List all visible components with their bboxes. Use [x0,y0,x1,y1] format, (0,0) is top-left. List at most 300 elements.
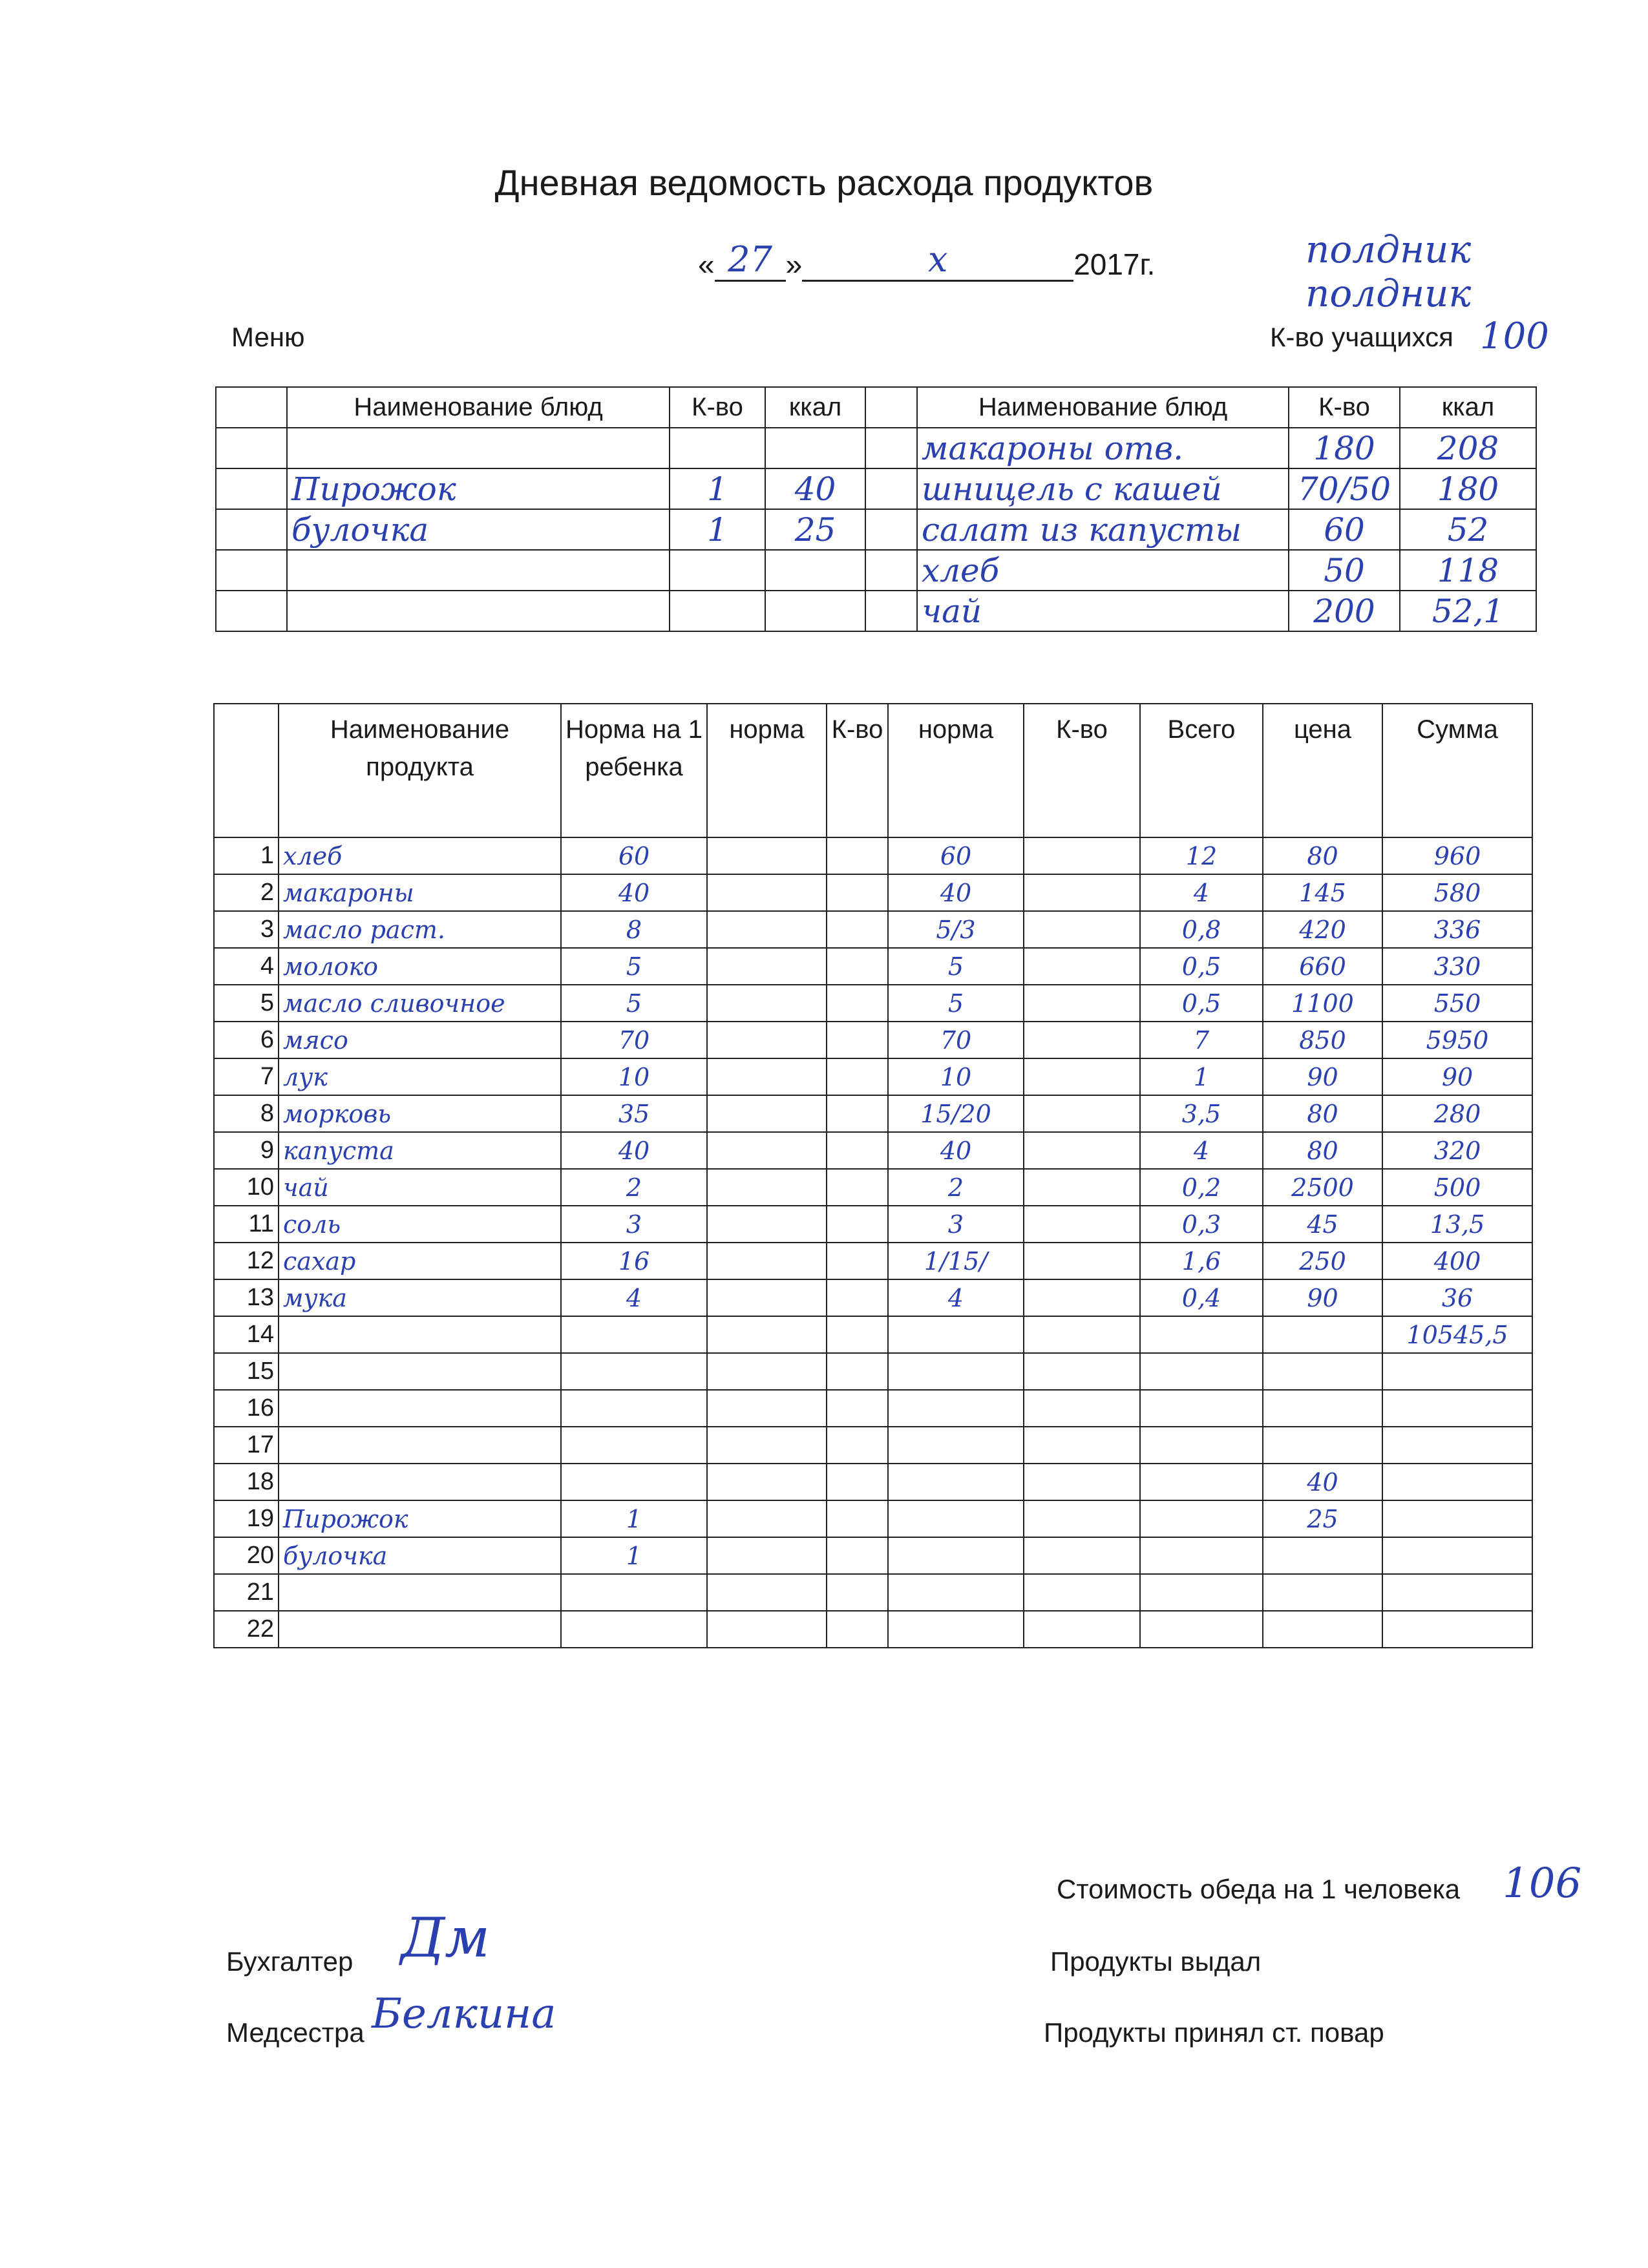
prod-total: 7 [1140,1022,1263,1058]
prod-sum [1382,1611,1532,1648]
menu-header-qty-right: К-во [1289,387,1400,428]
prod-row-number: 2 [214,874,279,911]
prod-price: 420 [1263,911,1382,948]
prod-header-norm-per-child: Норма на 1 ребенка [561,704,707,837]
prod-norm-per-child: 8 [561,911,707,948]
prod-header-total: Всего [1140,704,1263,837]
prod-row-number: 14 [214,1316,279,1353]
prod-qty-2 [1024,1464,1140,1500]
menu-dish-left [287,428,670,468]
prod-total: 0,3 [1140,1206,1263,1243]
menu-dish-right: макароны отв. [917,428,1289,468]
prod-norm-2: 70 [888,1022,1024,1058]
prod-norm-2 [888,1316,1024,1353]
prod-norm-per-child: 1 [561,1537,707,1574]
menu-kcal-left: 25 [765,509,865,550]
prod-price: 80 [1263,1132,1382,1169]
prod-norm-per-child: 35 [561,1095,707,1132]
prod-norm-2 [888,1464,1024,1500]
prod-norm-per-child: 2 [561,1169,707,1206]
cost-label: Стоимость обеда на 1 человека [1057,1874,1461,1904]
prod-qty-2 [1024,1500,1140,1537]
prod-total: 12 [1140,837,1263,874]
prod-row-number: 11 [214,1206,279,1243]
menu-header-dish-right: Наименование блюд [917,387,1289,428]
prod-qty-2 [1024,1132,1140,1169]
menu-label: Меню [231,322,305,352]
cost-value: 106 [1503,1860,1582,1907]
menu-kcal-left [765,550,865,591]
prod-qty-2 [1024,1316,1140,1353]
prod-row-number: 16 [214,1390,279,1427]
prod-price [1263,1611,1382,1648]
prod-qty [827,1022,888,1058]
menu-kcal-right: 52,1 [1400,591,1536,631]
prod-norm [707,1206,827,1243]
prod-norm-per-child [561,1611,707,1648]
prod-row-number: 3 [214,911,279,948]
prod-name: молоко [279,948,561,985]
prod-qty [827,1279,888,1316]
prod-norm-per-child: 10 [561,1058,707,1095]
prod-name: лук [279,1058,561,1095]
menu-row [216,468,1536,509]
prod-sum: 960 [1382,837,1532,874]
issued-by-label: Продукты выдал [1050,1946,1262,1977]
prod-total [1140,1390,1263,1427]
prod-qty [827,1095,888,1132]
table-row [214,1574,1532,1611]
menu-table-header [216,387,1536,428]
prod-total: 0,2 [1140,1169,1263,1206]
received-by-label: Продукты принял ст. повар [1044,2017,1384,2048]
date-year: 2017г. [1073,247,1156,281]
prod-header-qty-2: К-во [1024,704,1140,837]
prod-norm-2: 3 [888,1206,1024,1243]
menu-table [215,386,1537,632]
prod-qty [827,948,888,985]
table-row [214,1537,1532,1574]
menu-kcal-right: 180 [1400,468,1536,509]
menu-dish-left [287,591,670,631]
prod-qty-2 [1024,1537,1140,1574]
table-row [214,985,1532,1022]
prod-row-number: 21 [214,1574,279,1611]
prod-total: 0,5 [1140,948,1263,985]
prod-row-number: 4 [214,948,279,985]
menu-qty-right: 50 [1289,550,1400,591]
menu-header-blank-left [216,387,287,428]
prod-qty [827,1427,888,1464]
page-title: Дневная ведомость расхода продуктов [494,162,1154,203]
prod-price [1263,1316,1382,1353]
prod-price: 80 [1263,1095,1382,1132]
date-open-quote: « [698,247,715,281]
prod-norm-per-child: 1 [561,1500,707,1537]
prod-sum: 550 [1382,985,1532,1022]
prod-row-number: 6 [214,1022,279,1058]
nurse-label: Медсестра [226,2017,364,2048]
prod-qty [827,1169,888,1206]
prod-name: мясо [279,1022,561,1058]
prod-qty-2 [1024,985,1140,1022]
prod-name: масло сливочное [279,985,561,1022]
prod-qty [827,1537,888,1574]
menu-kcal-right: 52 [1400,509,1536,550]
prod-name: сахар [279,1243,561,1279]
prod-qty [827,1500,888,1537]
prod-name [279,1316,561,1353]
menu-row [216,428,1536,468]
table-row [214,1500,1532,1537]
prod-row-number: 12 [214,1243,279,1279]
prod-norm-2: 1/15/ [888,1243,1024,1279]
prod-price: 25 [1263,1500,1382,1537]
prod-name: морковь [279,1095,561,1132]
prod-qty-2 [1024,1022,1140,1058]
prod-qty [827,1243,888,1279]
prod-sum: 580 [1382,874,1532,911]
prod-qty-2 [1024,874,1140,911]
prod-row-number: 9 [214,1132,279,1169]
prod-norm-2: 15/20 [888,1095,1024,1132]
prod-norm-per-child: 70 [561,1022,707,1058]
prod-row-number: 7 [214,1058,279,1095]
prod-norm [707,985,827,1022]
prod-total [1140,1500,1263,1537]
prod-name [279,1390,561,1427]
prod-total [1140,1611,1263,1648]
prod-norm-per-child: 5 [561,985,707,1022]
prod-price [1263,1574,1382,1611]
prod-qty-2 [1024,911,1140,948]
date-line [698,239,1155,282]
menu-row [216,550,1536,591]
prod-row-number: 17 [214,1427,279,1464]
prod-total [1140,1427,1263,1464]
prod-norm-2 [888,1574,1024,1611]
prod-norm [707,1574,827,1611]
table-row [214,1243,1532,1279]
prod-sum: 336 [1382,911,1532,948]
prod-name: хлеб [279,837,561,874]
prod-total [1140,1316,1263,1353]
prod-norm-per-child: 60 [561,837,707,874]
prod-header-norm: норма [707,704,827,837]
prod-norm [707,1022,827,1058]
prod-name: масло раст. [279,911,561,948]
menu-kcal-left [765,591,865,631]
prod-total [1140,1464,1263,1500]
prod-price: 850 [1263,1022,1382,1058]
prod-sum: 320 [1382,1132,1532,1169]
prod-qty-2 [1024,837,1140,874]
menu-dish-right: салат из капусты [917,509,1289,550]
prod-sum [1382,1574,1532,1611]
menu-header-qty-left: К-во [670,387,765,428]
prod-norm [707,1095,827,1132]
prod-norm-per-child: 3 [561,1206,707,1243]
menu-kcal-right: 208 [1400,428,1536,468]
table-row [214,1058,1532,1095]
prod-norm [707,1058,827,1095]
prod-total: 3,5 [1140,1095,1263,1132]
table-row [214,1095,1532,1132]
table-row [214,1353,1532,1390]
prod-norm [707,1537,827,1574]
prod-price [1263,1390,1382,1427]
prod-row-number: 22 [214,1611,279,1648]
prod-qty-2 [1024,1169,1140,1206]
prod-total: 4 [1140,1132,1263,1169]
prod-name: чай [279,1169,561,1206]
table-row [214,1022,1532,1058]
table-row [214,1279,1532,1316]
prod-norm-2: 2 [888,1169,1024,1206]
menu-row [216,591,1536,631]
prod-sum [1382,1464,1532,1500]
prod-qty-2 [1024,1279,1140,1316]
prod-norm [707,1464,827,1500]
prod-price: 45 [1263,1206,1382,1243]
prod-name [279,1427,561,1464]
prod-qty-2 [1024,1353,1140,1390]
date-day: 27 [715,239,786,282]
prod-sum [1382,1427,1532,1464]
prod-row-number: 5 [214,985,279,1022]
prod-qty-2 [1024,1058,1140,1095]
prod-qty [827,1464,888,1500]
prod-norm-per-child [561,1353,707,1390]
table-row [214,911,1532,948]
menu-qty-left [670,591,765,631]
students-label: К-во учащихся [1270,322,1453,352]
prod-price: 2500 [1263,1169,1382,1206]
prod-row-number: 13 [214,1279,279,1316]
prod-name: мука [279,1279,561,1316]
prod-norm-2 [888,1353,1024,1390]
prod-qty [827,1574,888,1611]
prod-row-number: 18 [214,1464,279,1500]
table-row [214,1611,1532,1648]
products-table [213,703,1533,1648]
menu-qty-left [670,550,765,591]
prod-norm-per-child: 4 [561,1279,707,1316]
prod-norm [707,874,827,911]
meal-note-line-2: полдник [1305,271,1472,315]
table-row [214,1316,1532,1353]
prod-row-number: 1 [214,837,279,874]
prod-price: 660 [1263,948,1382,985]
prod-sum: 5950 [1382,1022,1532,1058]
prod-sum: 500 [1382,1169,1532,1206]
prod-row-number: 19 [214,1500,279,1537]
prod-total [1140,1574,1263,1611]
prod-total: 4 [1140,874,1263,911]
prod-qty [827,1132,888,1169]
prod-name [279,1611,561,1648]
prod-total: 0,8 [1140,911,1263,948]
prod-norm-per-child [561,1574,707,1611]
prod-norm-per-child [561,1316,707,1353]
prod-total: 1 [1140,1058,1263,1095]
prod-qty [827,1316,888,1353]
menu-qty-right: 70/50 [1289,468,1400,509]
prod-qty [827,911,888,948]
prod-price [1263,1427,1382,1464]
prod-norm-2: 5 [888,985,1024,1022]
menu-dish-left [287,550,670,591]
prod-qty-2 [1024,1390,1140,1427]
prod-qty [827,985,888,1022]
prod-price: 250 [1263,1243,1382,1279]
prod-row-number: 20 [214,1537,279,1574]
accountant-signature: Дм [401,1906,490,1969]
prod-qty-2 [1024,1611,1140,1648]
prod-norm-2: 5 [888,948,1024,985]
prod-name: соль [279,1206,561,1243]
prod-total [1140,1353,1263,1390]
products-table-header [214,704,1532,837]
prod-sum: 90 [1382,1058,1532,1095]
prod-norm [707,1243,827,1279]
prod-sum [1382,1537,1532,1574]
prod-name: Пирожок [279,1500,561,1537]
prod-norm-2: 40 [888,1132,1024,1169]
prod-name: булочка [279,1537,561,1574]
prod-norm-2: 10 [888,1058,1024,1095]
prod-name: капуста [279,1132,561,1169]
prod-norm-2: 5/3 [888,911,1024,948]
prod-header-norm-2: норма [888,704,1024,837]
prod-norm-2: 40 [888,874,1024,911]
prod-sum: 36 [1382,1279,1532,1316]
menu-dish-left: Пирожок [287,468,670,509]
menu-qty-left: 1 [670,468,765,509]
prod-norm-2: 60 [888,837,1024,874]
prod-header-num [214,704,279,837]
date-month: x [802,239,1073,282]
prod-header-price: цена [1263,704,1382,837]
menu-dish-right: хлеб [917,550,1289,591]
prod-row-number: 10 [214,1169,279,1206]
menu-qty-left [670,428,765,468]
menu-header-kcal-right: ккал [1400,387,1536,428]
menu-kcal-right: 118 [1400,550,1536,591]
prod-qty [827,1353,888,1390]
table-row [214,1390,1532,1427]
prod-qty [827,1390,888,1427]
prod-norm-per-child: 40 [561,874,707,911]
table-row [214,874,1532,911]
menu-row [216,509,1536,550]
prod-qty [827,874,888,911]
table-row [214,1206,1532,1243]
prod-norm-2 [888,1390,1024,1427]
menu-dish-right: чай [917,591,1289,631]
prod-qty [827,837,888,874]
prod-qty-2 [1024,1243,1140,1279]
prod-sum [1382,1500,1532,1537]
prod-name [279,1464,561,1500]
menu-header-blank-right [865,387,917,428]
table-row [214,837,1532,874]
prod-sum [1382,1390,1532,1427]
prod-qty [827,1611,888,1648]
prod-norm [707,1279,827,1316]
prod-price: 90 [1263,1058,1382,1095]
prod-norm [707,948,827,985]
meal-note-line-1: полдник [1305,227,1472,271]
prod-norm-per-child [561,1427,707,1464]
prod-norm-per-child [561,1390,707,1427]
prod-norm-per-child [561,1464,707,1500]
menu-header-kcal-left: ккал [765,387,865,428]
prod-price: 90 [1263,1279,1382,1316]
prod-norm-per-child: 16 [561,1243,707,1279]
menu-kcal-left: 40 [765,468,865,509]
menu-qty-right: 200 [1289,591,1400,631]
prod-norm [707,1316,827,1353]
menu-qty-right: 180 [1289,428,1400,468]
nurse-signature: Белкина [372,1990,556,2038]
prod-price: 1100 [1263,985,1382,1022]
prod-qty-2 [1024,948,1140,985]
prod-sum [1382,1353,1532,1390]
menu-dish-left: булочка [287,509,670,550]
prod-norm [707,1390,827,1427]
prod-name: макароны [279,874,561,911]
prod-header-sum: Сумма [1382,704,1532,837]
menu-qty-right: 60 [1289,509,1400,550]
prod-header-qty: К-во [827,704,888,837]
table-row [214,1132,1532,1169]
prod-norm [707,911,827,948]
prod-qty-2 [1024,1095,1140,1132]
prod-price: 145 [1263,874,1382,911]
menu-dish-right: шницель с кашей [917,468,1289,509]
menu-header-dish-left: Наименование блюд [287,387,670,428]
prod-norm [707,1611,827,1648]
prod-norm-per-child: 40 [561,1132,707,1169]
prod-name [279,1353,561,1390]
table-row [214,1464,1532,1500]
prod-price [1263,1537,1382,1574]
accountant-label: Бухгалтер [226,1946,354,1977]
prod-sum: 13,5 [1382,1206,1532,1243]
prod-norm [707,1500,827,1537]
prod-total: 1,6 [1140,1243,1263,1279]
prod-norm [707,837,827,874]
prod-total [1140,1537,1263,1574]
prod-norm [707,1353,827,1390]
prod-norm-2 [888,1611,1024,1648]
prod-qty [827,1058,888,1095]
prod-norm [707,1169,827,1206]
prod-qty-2 [1024,1574,1140,1611]
prod-norm-per-child: 5 [561,948,707,985]
prod-row-number: 15 [214,1353,279,1390]
prod-sum: 400 [1382,1243,1532,1279]
prod-qty [827,1206,888,1243]
prod-total: 0,5 [1140,985,1263,1022]
table-row [214,948,1532,985]
date-close-quote: » [785,247,803,281]
prod-name [279,1574,561,1611]
students-value: 100 [1480,315,1549,357]
prod-sum: 330 [1382,948,1532,985]
prod-norm [707,1132,827,1169]
